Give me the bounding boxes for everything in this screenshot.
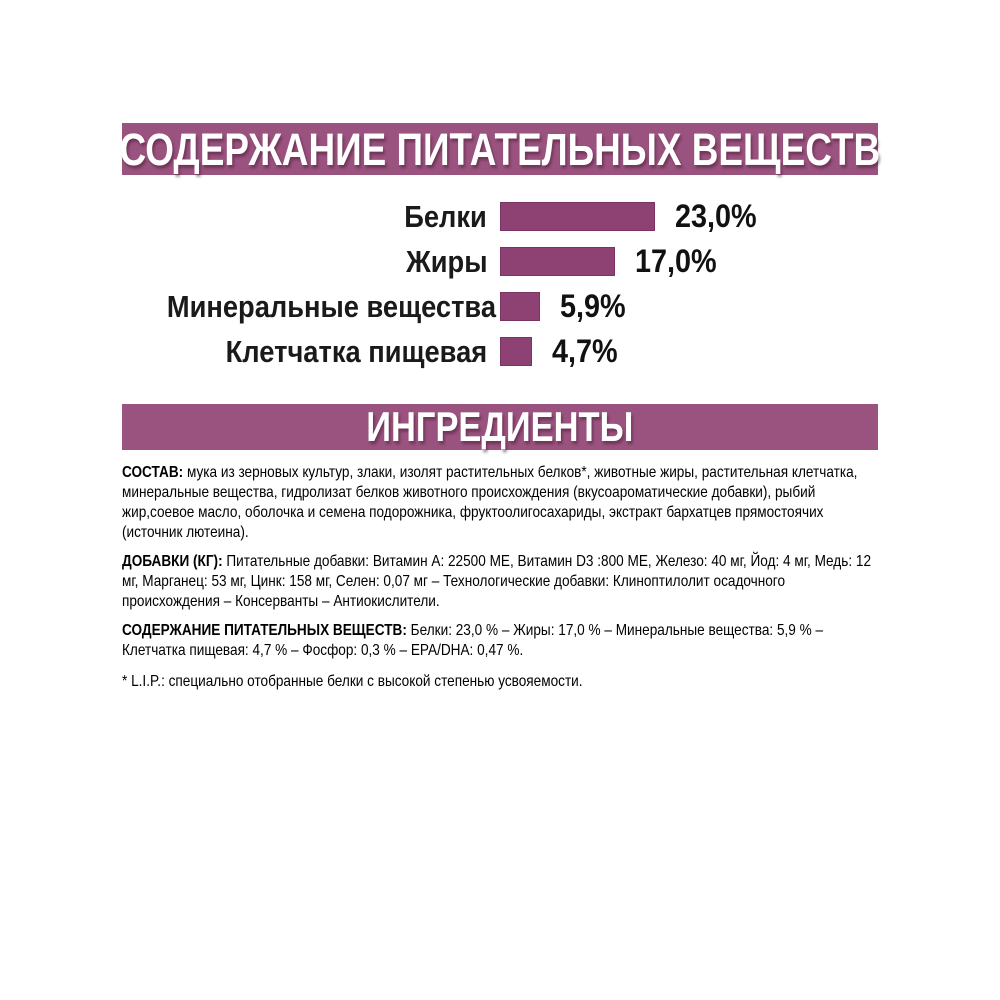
- ingredients-banner: [122, 404, 878, 450]
- bar-protein: [500, 202, 655, 231]
- bar-label-protein: Белки: [404, 198, 487, 234]
- bar-value-fiber: 4,7%: [551, 333, 618, 369]
- additives-label: ДОБАВКИ (КГ):: [122, 553, 223, 570]
- bar-label-minerals: Минеральные вещества: [166, 288, 497, 324]
- bar-value-protein: 23,0%: [675, 198, 757, 234]
- nutrient-content-banner: [119, 123, 881, 175]
- composition-paragraph: [122, 463, 879, 543]
- lip-footnote: * L.I.P.: специально отобранные белки с высокой степенью усвояемости.: [122, 673, 583, 690]
- bar-minerals: [500, 292, 540, 321]
- nutrient-content-banner-title: СОДЕРЖАНИЕ ПИТАТЕЛЬНЫХ ВЕЩЕСТВ: [119, 123, 881, 175]
- bar-fat: [500, 247, 615, 276]
- chart-row-minerals: [122, 288, 878, 324]
- ingredients-banner-title: ИНГРЕДИЕНТЫ: [366, 403, 634, 450]
- bar-value-fat: 17,0%: [634, 243, 717, 279]
- additives-paragraph: [122, 552, 879, 612]
- chart-row-fat: [122, 243, 878, 279]
- chart-row-protein: [122, 198, 878, 234]
- composition-text: мука из зерновых культур, злаки, изолят растительных белков*, животные жиры, растительная клетчатка, минеральные вещества, гидролизат белков животного происхождения (вкусоароматические добавки), рыбий жир,соевое масло, оболочка и семена подорожника, фруктоолигосахариды, экстракт бархатцев прямостоячих (источник лютеина).: [122, 464, 858, 541]
- nutrient-bar-chart: [122, 198, 878, 369]
- bar-fiber: [500, 337, 532, 366]
- ingredients-text-section: [122, 463, 878, 692]
- chart-row-fiber: [122, 333, 878, 369]
- label-content: [119, 123, 881, 701]
- additives-text: Питательные добавки: Витамин A: 22500 МЕ, Витамин D3 :800 МЕ, Железо: 40 мг, Йод: 4 мг, Медь: 12 мг, Марганец: 53 мг, Цинк: 158 мг, Селен: 0,07 мг – Технологические добавки: Клиноптилолит осадочного происхождения – Консерванты – Антиокислители.: [122, 553, 872, 610]
- composition-label: СОСТАВ:: [122, 464, 184, 481]
- bar-value-minerals: 5,9%: [559, 288, 626, 324]
- bar-label-fiber: Клетчатка пищевая: [225, 333, 487, 369]
- nutrient-content-paragraph: [122, 621, 879, 661]
- bar-label-fat: Жиры: [405, 243, 487, 279]
- nutrient-content-label: СОДЕРЖАНИЕ ПИТАТЕЛЬНЫХ ВЕЩЕСТВ:: [122, 622, 407, 639]
- nutrient-content-text: Белки: 23,0 % – Жиры: 17,0 % – Минеральные вещества: 5,9 % – Клетчатка пищевая: 4,7 % – Фосфор: 0,3 % – EPA/DHA: 0,47 %.: [122, 622, 824, 659]
